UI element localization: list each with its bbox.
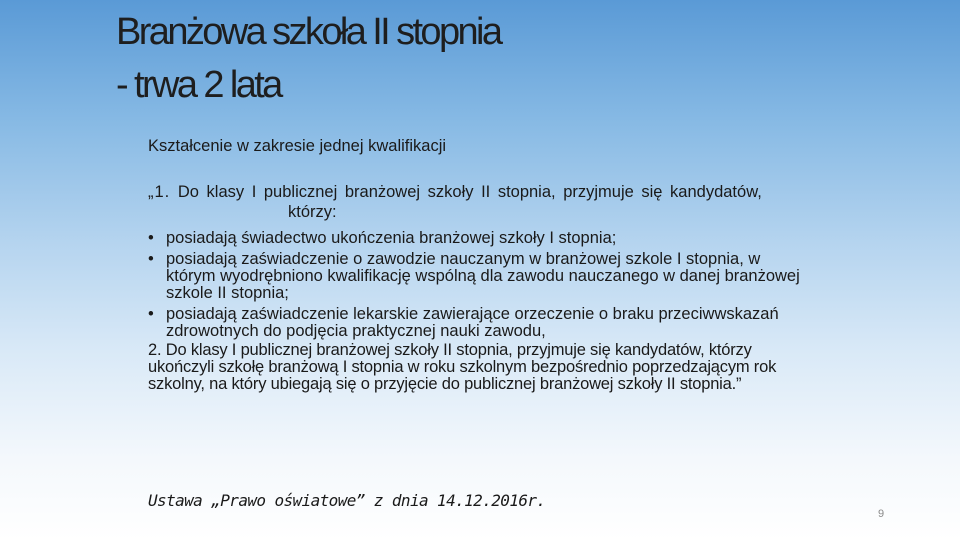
list-item xyxy=(148,306,808,340)
citation: Ustawa „Prawo oświatowe” z dnia 14.12.2016r. xyxy=(148,491,546,510)
point-1-text: Do klasy I publicznej branżowej szkoły II stopnia, przyjmuje się kandydatów, którzy: xyxy=(177,183,762,221)
slide-title xyxy=(116,6,500,112)
page-number: 9 xyxy=(878,508,885,520)
list-item-text: posiadają zaświadczenie o zawodzie nauczanym w branżowej szkole I stopnia, w którym wyodrębniono kwalifikację wspólną dla zawodu nauczanego w danej branżowej szkole II stopnia; xyxy=(166,250,800,302)
requirements-list xyxy=(148,230,808,340)
bullet-icon: • xyxy=(148,305,154,323)
title-line-2: - trwa 2 lata xyxy=(116,64,281,106)
point-1-number: „1. xyxy=(148,183,171,201)
title-line-1: Branżowa szkoła II stopnia xyxy=(116,11,501,53)
list-item xyxy=(148,251,808,302)
list-item xyxy=(148,230,808,247)
bullet-icon: • xyxy=(148,250,154,268)
point-1 xyxy=(148,182,808,222)
subheading: Kształcenie w zakresie jednej kwalifikacji xyxy=(148,137,447,155)
list-item-text: posiadają zaświadczenie lekarskie zawierające orzeczenie o braku przeciwwskazań zdrowotnych do podjęcia praktycznej nauki zawodu, xyxy=(166,305,779,340)
slide-body xyxy=(148,136,808,393)
list-item-text: posiadają świadectwo ukończenia branżowej szkoły I stopnia; xyxy=(166,229,617,247)
bullet-icon: • xyxy=(148,229,154,247)
point-2: 2. Do klasy I publicznej branżowej szkoły II stopnia, przyjmuje się kandydatów, którzy ukończyli szkołę branżową I stopnia w roku szkolnym bezpośrednio poprzedzającym rok szkolny, na który ubiegają się o przyjęcie do publicznej branżowej szkoły II stopnia.” xyxy=(148,341,777,393)
